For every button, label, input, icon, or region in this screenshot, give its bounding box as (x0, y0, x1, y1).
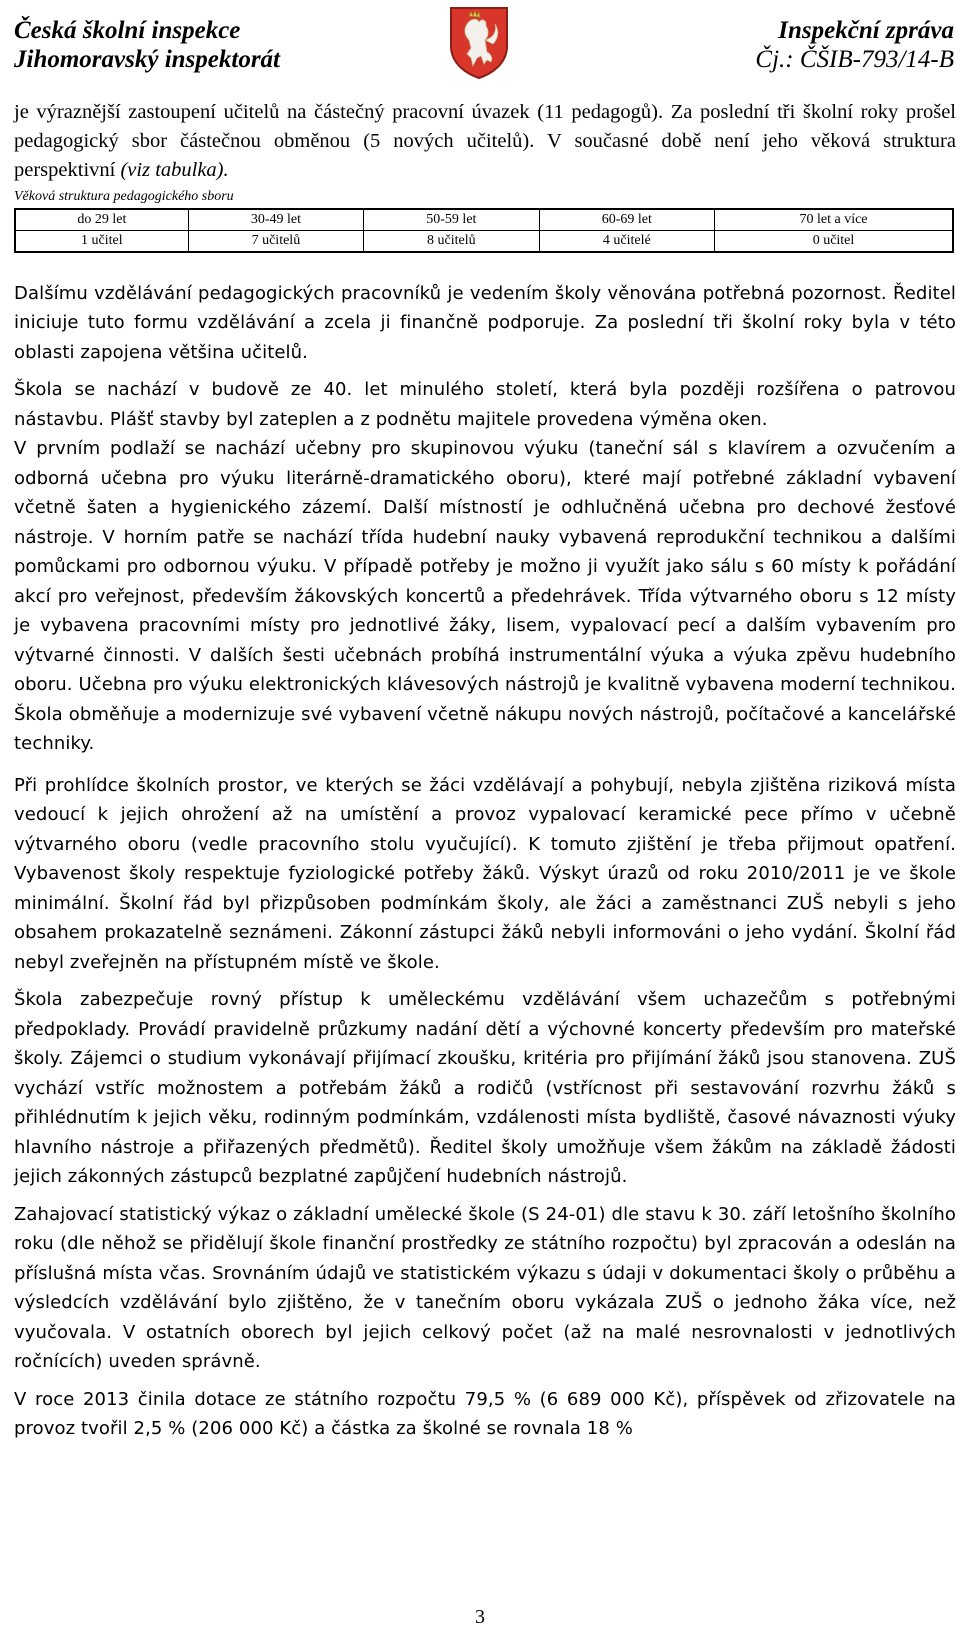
paragraph-statistics: Zahajovací statistický výkaz o základní umělecké škole (S 24-01) dle stavu k 30. září letošního školního roku (dle něhož se přidělují škole finanční prostředky ze státního rozpočtu) byl zpracován a odeslán na příslušná místa včas. Srovnáním údajů ve statistickém výkazu s údaji v dokumentaci školy o průběhu a výsledcích vzdělávání bylo zjištěno, že v tanečním oboru vykázala ZUŠ o jednoho žáka více, než vyučovala. V ostatních oborech byl jejich celkový počet (až na malé nesrovnalosti v jednotlivých ročnících) uveden správně. (14, 1203, 956, 1373)
table-header-row (15, 209, 953, 231)
paragraph-access: Škola zabezpečuje rovný přístup k uměleckému vzdělávání všem uchazečům s potřebnými předpoklady. Provádí pravidelně průzkumy nadání dětí a výchovné koncerty především pro mateřské školy. Zájemci o studium vykonávají přijímací zkoušku, kritéria pro přijímání žáků jsou stanovena. ZUŠ vychází vstříc možnostem a potřebám žáků a rodičů (vstřícnost při sestavování rozvrhu žáků s přihlédnutím k jejich věku, rodinným podmínkám, vzdálenosti místa bydliště, časové návaznosti výuky hlavního nástroje a přiřazených předmětů). Ředitel školy umožňuje všem žákům na základě žádosti jejich zákonných zástupců bezplatné zapůjčení hudebních nástrojů. (14, 989, 956, 1188)
paragraph-education: Dalšímu vzdělávání pedagogických pracovníků je vedením školy věnována potřebná pozornost. Ředitel iniciuje tuto formu vzdělávání a zcela ji finančně podporuje. Za poslední tři školní roky byla v této oblasti zapojena většina učitelů. (14, 282, 956, 363)
document-body (14, 98, 956, 1444)
table-cell: do 29 let (15, 209, 188, 231)
org-name: Česká školní inspekce (14, 17, 241, 44)
age-structure-table (14, 208, 954, 253)
paragraph-budget: V roce 2013 činila dotace ze státního rozpočtu 79,5 % (6 689 000 Kč), příspěvek od zřizovatele na provoz tvořil 2,5 % (206 000 Kč) a částka za školné se rovnala 18 % (14, 1388, 956, 1440)
table-cell: 0 učitel (715, 230, 954, 252)
table-cell: 8 učitelů (364, 230, 539, 252)
paragraph-building (14, 375, 956, 434)
coat-of-arms-lion-icon (447, 4, 511, 80)
paragraph-building-text: Škola se nachází v budově ze 40. let minulého století, která byla později rozšířena o patrovou nástavbu. Plášť stavby byl zateplen a z podnětu majitele provedena výměna oken. (14, 379, 956, 430)
table-cell: 70 let a více (715, 209, 954, 231)
table-caption: Věková struktura pedagogického sboru (14, 188, 234, 204)
reference-number: Čj.: ČŠIB-793/14-B (755, 46, 954, 73)
paragraph-staff-note: (viz tabulka). (120, 159, 229, 182)
table-cell: 60-69 let (539, 209, 714, 231)
header-document-info (755, 16, 954, 74)
table-cell: 7 učitelů (188, 230, 363, 252)
header-organization (14, 16, 280, 74)
table-cell: 1 učitel (15, 230, 188, 252)
page-number: 3 (475, 1606, 485, 1628)
paragraph-staff (14, 98, 956, 186)
table-cell: 50-59 let (364, 209, 539, 231)
org-region: Jihomoravský inspektorát (14, 46, 280, 73)
page-header (0, 0, 960, 90)
paragraph-rooms: V prvním podlaží se nachází učebny pro skupinovou výuku (taneční sál s klavírem a ozvučením a odborná učebna pro výuku literárně-dramatického oboru), které mají potřebné základní vybavení včetně šaten a hygienického zázemí. Další místností je odhlučněná učebna pro dechové žesťové nástroje. V horním patře se nachází třída hudební nauky vybavená reprodukční technikou a dalšími pomůckami pro odbornou výuku. V případě potřeby je možno ji využít jako sálu s 60 místy k pořádání akcí pro veřejnost, především žákovských koncertů a předehrávek. Třída výtvarného oboru s 12 místy je vybavena pracovními místy pro jednotlivé žáky, lisem, vypalovací pecí a dalším vybavením pro výtvarné činnosti. V dalších šesti učebnách probíhá instrumentální výuka a výuka zpěvu hudebního oboru. Učebna pro výuku elektronických klávesových nástrojů je kvalitně vybavena moderní technikou. Škola obměňuje a modernizuje své vybavení včetně nákupu nových nástrojů, počítačové a kancelářské techniky. (14, 438, 956, 755)
table-cell: 30-49 let (188, 209, 363, 231)
document-type: Inspekční zpráva (778, 17, 954, 44)
table-row (15, 230, 953, 252)
table-cell: 4 učitelé (539, 230, 714, 252)
paragraph-safety: Při prohlídce školních prostor, ve kterých se žáci vzdělávají a pohybují, nebyla zjištěna riziková místa vedoucí k jejich ohrožení až na umístění a provoz vypalovací keramické pece přímo v učebně výtvarného oboru (vedle pracovního stolu vyučující). K tomuto zjištění je třeba přijmout opatření. Vybavenost školy respektuje fyziologické potřeby žáků. Výskyt úrazů od roku 2010/2011 je ve škole minimální. Školní řád byl přizpůsoben podmínkám školy, ale žáci a zaměstnanci ZUŠ nebyli s jeho obsahem prokazatelně seznámeni. Zákonní zástupci žáků nebyli informováni o jeho vydání. Školní řád nebyl zveřejněn na přístupném místě ve škole. (14, 774, 956, 973)
paragraph-staff-text: je výraznější zastoupení učitelů na částečný pracovní úvazek (11 pedagogů). Za poslední tři školní roky prošel pedagogický sbor částečnou obměnou (5 nových učitelů). V současné době není jeho věková struktura perspektivní (14, 101, 956, 182)
